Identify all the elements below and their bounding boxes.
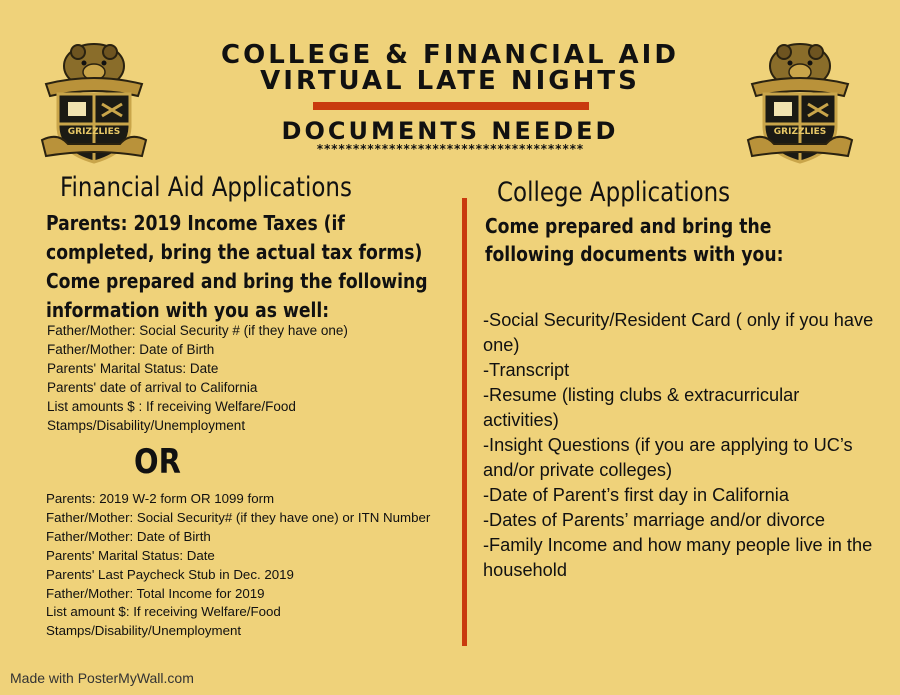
list-item: Father/Mother: Social Security # (if they have one) xyxy=(47,323,348,338)
grizzly-crest-icon xyxy=(744,36,856,166)
financial-aid-lead xyxy=(46,209,442,325)
lead-line: following documents with you: xyxy=(485,242,784,266)
college-lead xyxy=(485,212,795,268)
list-item: Father/Mother: Date of Birth xyxy=(47,341,215,357)
list-item: -Resume (listing clubs & extracurricular activities) xyxy=(483,385,800,430)
list-item: Father/Mother: Social Security# (if they have one) or ITN Number xyxy=(46,509,431,525)
grizzly-crest-icon xyxy=(38,36,150,166)
column-divider xyxy=(462,198,467,646)
lead-line: completed, bring the actual tax forms) xyxy=(46,240,423,264)
lead-line: Come prepared and bring the following xyxy=(46,269,428,293)
or-separator: OR xyxy=(134,442,181,482)
list-item: -Transcript xyxy=(483,360,570,380)
lead-line: Come prepared and bring the xyxy=(485,214,772,238)
list-item: Parents' Last Paycheck Stub in Dec. 2019 xyxy=(46,566,294,582)
crest-banner-text: GRIZZLIES xyxy=(67,127,121,137)
college-applications-heading: College Applications xyxy=(497,177,731,208)
list-item: Parents: 2019 W-2 form OR 1099 form xyxy=(46,491,275,506)
list-item: -Family Income and how many people live in the household xyxy=(483,535,873,580)
star-divider: ************************************* xyxy=(316,142,584,156)
list-item: -Date of Parent’s first day in California xyxy=(483,485,789,505)
poster-title-line1: COLLEGE & FINANCIAL AID xyxy=(221,40,679,70)
list-item: Parents' Marital Status: Date xyxy=(46,547,215,563)
documents-needed-heading: DOCUMENTS NEEDED xyxy=(281,117,619,145)
list-item: Father/Mother: Date of Birth xyxy=(46,528,211,544)
financial-aid-heading: Financial Aid Applications xyxy=(60,172,352,203)
made-with-credit: Made with PosterMyWall.com xyxy=(10,670,194,686)
list-item: Father/Mother: Total Income for 2019 xyxy=(46,585,265,601)
list-item: List amounts $ : If receiving Welfare/Food xyxy=(47,398,296,414)
list-item: List amount $: If receiving Welfare/Food xyxy=(46,604,281,620)
list-item: -Insight Questions (if you are applying to UC’s and/or private colleges) xyxy=(483,435,853,480)
list-item: Stamps/Disability/Unemployment xyxy=(47,417,246,433)
title-divider xyxy=(313,102,589,110)
list-item: -Social Security/Resident Card ( only if you have one) xyxy=(483,310,874,355)
financial-aid-list-a xyxy=(47,322,457,435)
financial-aid-list-b xyxy=(46,490,460,641)
list-item: -Dates of Parents’ marriage and/or divorce xyxy=(483,510,826,530)
crest-banner-text: GRIZZLIES xyxy=(773,127,827,137)
lead-line: information with you as well: xyxy=(46,298,330,322)
list-item: Parents' Marital Status: Date xyxy=(47,360,219,376)
poster-title-line2: VIRTUAL LATE NIGHTS xyxy=(260,66,640,96)
lead-line: Parents: 2019 Income Taxes (if xyxy=(46,211,345,235)
college-documents-list xyxy=(483,308,878,583)
list-item: Stamps/Disability/Unemployment xyxy=(46,623,242,639)
list-item: Parents' date of arrival to California xyxy=(47,379,258,395)
